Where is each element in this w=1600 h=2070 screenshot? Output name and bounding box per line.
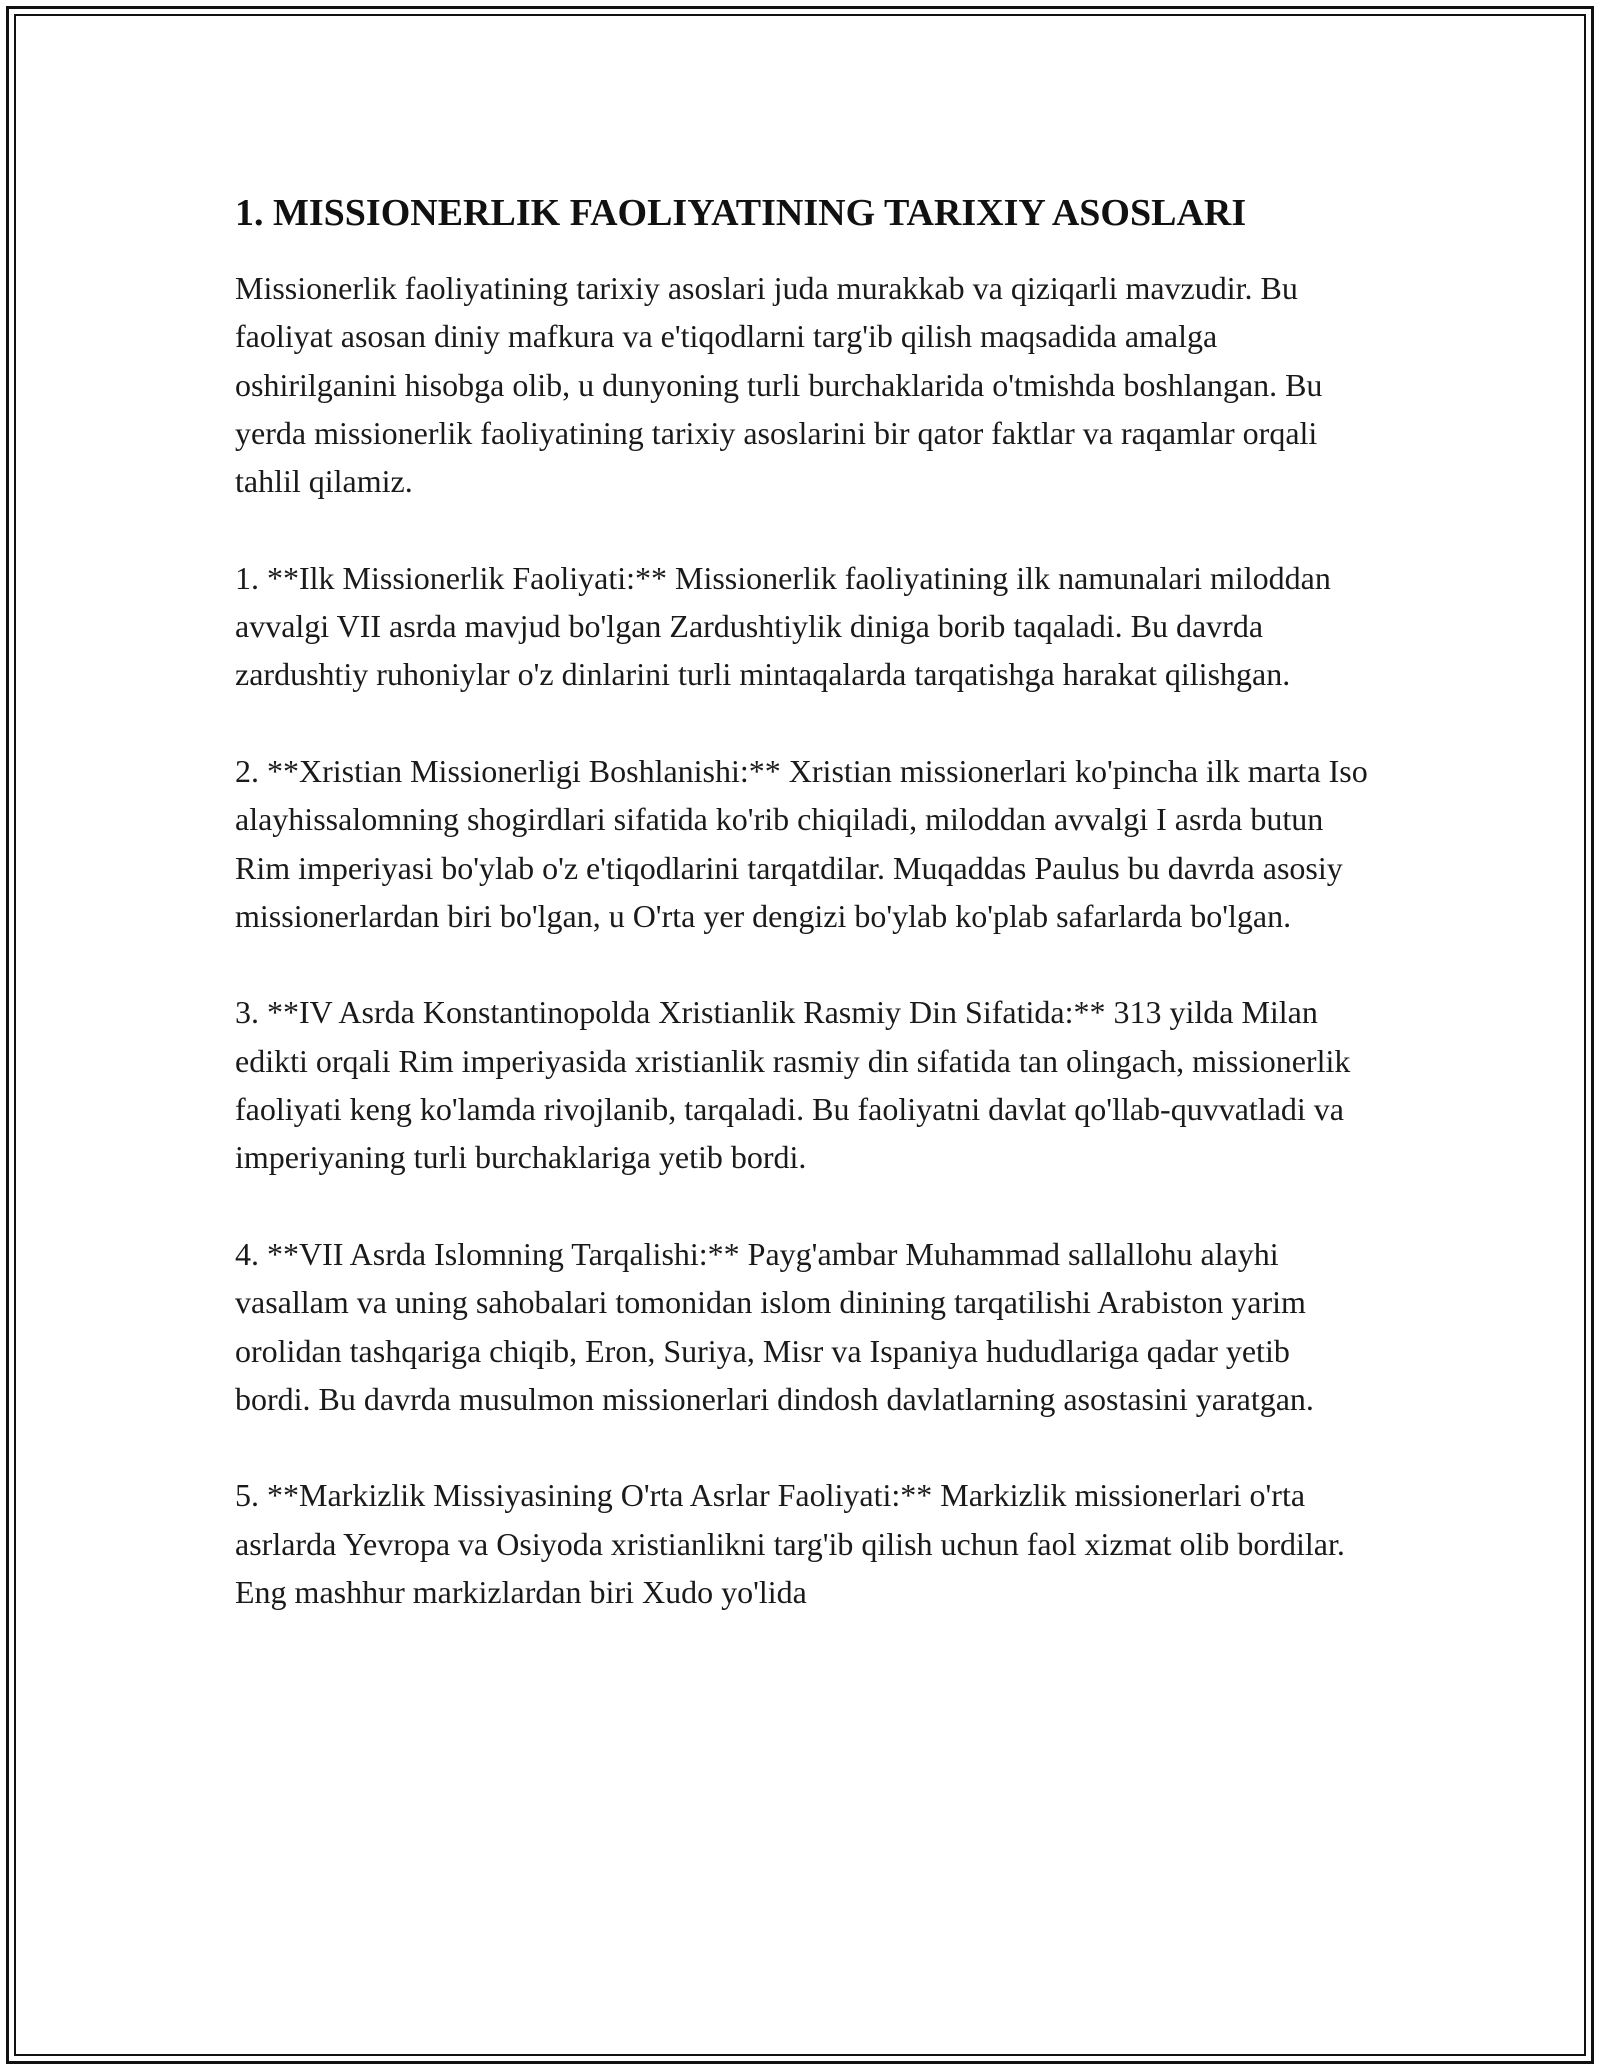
intro-paragraph: Missionerlik faoliyatining tarixiy asoslari juda murakkab va qiziqarli mavzudir. Bu faoliyat asosan diniy mafkura va e'tiqodlarni targ'ib qilish maqsadida amalga oshirilganini hisobga olib, u dunyoning turli burchaklarida o'tmishda boshlangan. Bu yerda missionerlik faoliyatining tarixiy asoslarini bir qator faktlar va raqamlar orqali tahlil qilamiz. bbox=[235, 270, 1323, 500]
document-body bbox=[235, 186, 1370, 1665]
list-item-konstantinopol: 3. **IV Asrda Konstantinopolda Xristianlik Rasmiy Din Sifatida:** 313 yilda Milan edikti orqali Rim imperiyasida xristianlik rasmiy din sifatida tan olingach, missionerlik faoliyati keng ko'lamda rivojlanib, tarqaladi. Bu faoliyatni davlat qo'llab-quvvatladi va imperiyaning turli burchaklariga yetib bordi. bbox=[235, 994, 1351, 1176]
section-heading: 1. MISSIONERLIK FAOLIYATINING TARIXIY ASOSLARI bbox=[235, 192, 1247, 234]
list-item-islom-tarqalishi: 4. **VII Asrda Islomning Tarqalishi:** Payg'ambar Muhammad sallallohu alayhi vasallam va uning sahobalari tomonidan islom dinining tarqatilishi Arabiston yarim orolidan tashqariga chiqib, Eron, Suriya, Misr va Ispaniya hududlariga qadar yetib bordi. Bu davrda musulmon missionerlari dindosh davlatlarning asostasini yaratgan. bbox=[235, 1235, 1314, 1417]
list-item-xristian-missionerligi: 2. **Xristian Missionerligi Boshlanishi:** Xristian missionerlari ko'pincha ilk marta Iso alayhissalomning shogirdlari sifatida ko'rib chiqiladi, miloddan avvalgi I asrda butun Rim imperiyasi bo'ylab o'z e'tiqodlarini tarqatdilar. Muqaddas Paulus bu davrda asosiy missionerlardan biri bo'lgan, u O'rta yer dengizi bo'ylab ko'plab safarlarda bo'lgan. bbox=[235, 752, 1368, 934]
list-item-ilk-missionerlik: 1. **Ilk Missionerlik Faoliyati:** Missionerlik faoliyatining ilk namunalari miloddan avvalgi VII asrda mavjud bo'lgan Zardushtiylik diniga borib taqaladi. Bu davrda zardushtiy ruhoniylar o'z dinlarini turli mintaqalarda tarqatishga harakat qilishgan. bbox=[235, 559, 1331, 693]
list-item-markizlik-missiyasi: 5. **Markizlik Missiyasining O'rta Asrlar Faoliyati:** Markizlik missionerlari o'rta asrlarda Yevropa va Osiyoda xristianlikni targ'ib qilish uchun faol xizmat olib bordilar. Eng mashhur markizlardan biri Xudo yo'lida bbox=[235, 1477, 1345, 1611]
